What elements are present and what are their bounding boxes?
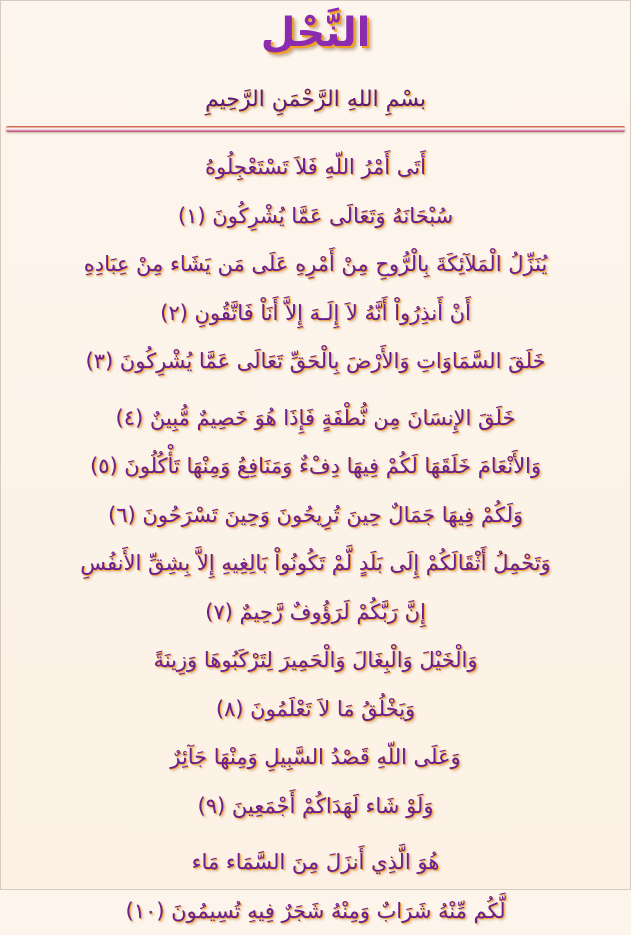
surah-title: النَّحْل — [1, 7, 630, 59]
verse-line: سُبْحَانَهُ وَتَعَالَى عَمَّا يُشْرِكُونَ (١) — [11, 192, 620, 241]
verse-line: إِنَّ رَبَّكُمْ لَرَؤُوفٌ رَّحِيمٌ (٧) — [11, 588, 620, 637]
verse-list — [11, 143, 620, 935]
verse-line: هُوَ الَّذِي أَنزَلَ مِنَ السَّمَاء مَاء — [11, 838, 620, 887]
verse-line: وَتَحْمِلُ أَثْقَالَكُمْ إِلَى بَلَدٍ لَّمْ تَكُونُواْ بَالِغِيهِ إِلاَّ بِشِقِّ الأَنفُسِ — [11, 539, 620, 588]
verse-line: وَلَوْ شَاء لَهَدَاكُمْ أَجْمَعِينَ (٩) — [11, 782, 620, 831]
verse-line: خَلَقَ السَّمَاوَاتِ وَالأَرْضَ بِالْحَقِّ تَعَالَى عَمَّا يُشْرِكُونَ (٣) — [11, 337, 620, 386]
basmala: بسْمِ اللهِ الرَّحْمَنِ الرَّحِيمِ — [1, 83, 630, 117]
verse-line: يُنَزِّلُ الْمَلآئِكَةَ بِالْرُّوحِ مِنْ أَمْرِهِ عَلَى مَن يَشَاء مِنْ عِبَادِهِ — [11, 240, 620, 289]
verse-line: خَلَقَ الإِنسَانَ مِن نُّطْفَةٍ فَإِذَا هُوَ خَصِيمٌ مُّبِينٌ (٤) — [11, 394, 620, 443]
verse-line: وَلَكُمْ فِيهَا جَمَالٌ حِينَ تُرِيحُونَ وَحِينَ تَسْرَحُونَ (٦) — [11, 491, 620, 540]
divider — [6, 126, 625, 132]
verse-line: وَعَلَى اللّهِ قَصْدُ السَّبِيلِ وَمِنْهَا جَآئِرٌ — [11, 733, 620, 782]
verse-line: وَيَخْلُقُ مَا لاَ تَعْلَمُونَ (٨) — [11, 685, 620, 734]
verse-gap — [11, 830, 620, 838]
verse-line: أَتَى أَمْرُ اللّهِ فَلاَ تَسْتَعْجِلُوهُ — [11, 143, 620, 192]
verse-line: وَالْخَيْلَ وَالْبِغَالَ وَالْحَمِيرَ لِتَرْكَبُوهَا وَزِينَةً — [11, 636, 620, 685]
verse-line: وَالأَنْعَامَ خَلَقَهَا لَكُمْ فِيهَا دِفْءٌ وَمَنَافِعُ وَمِنْهَا تَأْكُلُونَ (٥) — [11, 442, 620, 491]
verse-line: أَنْ أَنذِرُواْ أَنَّهُ لاَ إِلَـهَ إِلاَّ أَنَاْ فَاتَّقُونِ (٢) — [11, 289, 620, 338]
verse-line: لَّكُم مِّنْهُ شَرَابٌ وَمِنْهُ شَجَرٌ فِيهِ تُسِيمُونَ (١٠) — [11, 887, 620, 935]
verse-gap — [11, 386, 620, 394]
